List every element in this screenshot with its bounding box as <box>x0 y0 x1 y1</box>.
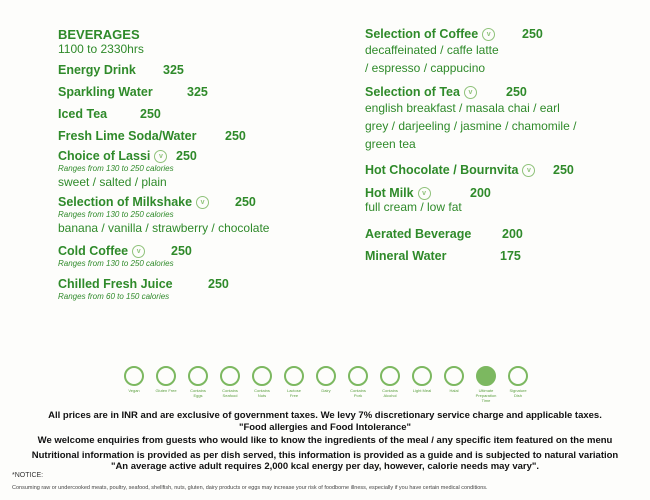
item-price: 250 <box>553 163 574 177</box>
footer-nutrition: Nutritional information is provided as per dish served, this information is provided as a guide and is subjected to natural variation <box>31 450 619 461</box>
item-name: Selection of Tea <box>365 85 460 99</box>
item-calories: Ranges from 60 to 150 calories <box>58 292 170 301</box>
footer-prices: All prices are in INR and are exclusive of government taxes. We levy 7% discretionary service charge and applicable taxes. <box>48 410 602 421</box>
notice-text: Consuming raw or undercooked meats, poultry, seafood, shellfish, nuts, gluten, dairy products or eggs may increase your risk of foodborne illness, especially if you have certain medical conditions. <box>12 485 488 491</box>
veg-icon: v <box>154 150 167 163</box>
footer-enquiries: We welcome enquiries from guests who would like to know the ingredients of the meal / any specific item featured on the menu <box>37 435 613 446</box>
item-name: Mineral Water <box>365 249 447 263</box>
item-price: 250 <box>208 277 229 291</box>
item-desc: grey / darjeeling / jasmine / chamomile / <box>365 119 577 133</box>
item-name: Hot Chocolate / Bournvita <box>365 163 519 177</box>
halal-icon: Halal <box>443 366 465 403</box>
section-title: BEVERAGES <box>58 27 140 42</box>
item-price: 250 <box>522 27 543 41</box>
item-name: Chilled Fresh Juice <box>58 277 173 291</box>
seafood-icon: Contains Seafood <box>219 366 241 403</box>
item-price: 250 <box>140 107 161 121</box>
item-price: 200 <box>470 186 491 200</box>
dairy-icon: Dairy <box>315 366 337 403</box>
signature-dish-icon: Signature Dish <box>507 366 529 403</box>
item-price: 325 <box>187 85 208 99</box>
item-desc: english breakfast / masala chai / earl <box>365 101 560 115</box>
pork-icon: Contains Pork <box>347 366 369 403</box>
item-calories: Ranges from 130 to 250 calories <box>58 259 174 268</box>
dietary-legend <box>123 366 529 403</box>
light-meal-icon: Light Meal <box>411 366 433 403</box>
veg-icon: v <box>522 164 535 177</box>
item-name: Cold Coffee <box>58 244 129 258</box>
eggs-icon: Contains Eggs <box>187 366 209 403</box>
item-price: 200 <box>502 227 523 241</box>
footer-kcal: "An average active adult requires 2,000 kcal energy per day, however, calorie needs may vary". <box>110 461 540 472</box>
item-price: 250 <box>176 149 197 163</box>
item-calories: Ranges from 130 to 250 calories <box>58 164 174 173</box>
veg-icon: v <box>132 245 145 258</box>
item-desc: sweet / salted / plain <box>58 175 167 189</box>
item-desc: decaffeinated / caffe latte <box>365 43 499 57</box>
item-name: Fresh Lime Soda/Water <box>58 129 197 143</box>
section-hours: 1100 to 2330hrs <box>58 42 144 56</box>
item-name: Sparkling Water <box>58 85 153 99</box>
item-desc: / espresso / cappucino <box>365 61 486 75</box>
item-price: 250 <box>171 244 192 258</box>
item-price: 250 <box>225 129 246 143</box>
lactose-free-icon: Lactose Free <box>283 366 305 403</box>
alcohol-icon: Contains Alcohol <box>379 366 401 403</box>
vegan-icon: Vegan <box>123 366 145 403</box>
item-desc: banana / vanilla / strawberry / chocolate <box>58 221 270 235</box>
veg-icon: v <box>418 187 431 200</box>
item-price: 175 <box>500 249 521 263</box>
item-name: Iced Tea <box>58 107 108 121</box>
nuts-icon: Contains Nuts <box>251 366 273 403</box>
item-price: 325 <box>163 63 184 77</box>
gluten-free-icon: Gluten Free <box>155 366 177 403</box>
notice-label: *NOTICE: <box>12 472 44 479</box>
item-name: Choice of Lassi <box>58 149 151 163</box>
veg-icon: v <box>464 86 477 99</box>
item-name: Selection of Coffee <box>365 27 479 41</box>
item-desc: green tea <box>365 137 416 151</box>
footer-allergy-title: "Food allergies and Food Intolerance" <box>238 422 412 433</box>
item-desc: full cream / low fat <box>365 200 462 214</box>
veg-icon: v <box>482 28 495 41</box>
item-name: Selection of Milkshake <box>58 195 193 209</box>
item-name: Hot Milk <box>365 186 414 200</box>
veg-icon: v <box>196 196 209 209</box>
item-name: Energy Drink <box>58 63 136 77</box>
item-calories: Ranges from 130 to 250 calories <box>58 210 174 219</box>
preparation-time-icon: Ultimate Preparation Time <box>475 366 497 403</box>
item-name: Aerated Beverage <box>365 227 472 241</box>
item-price: 250 <box>506 85 527 99</box>
item-price: 250 <box>235 195 256 209</box>
